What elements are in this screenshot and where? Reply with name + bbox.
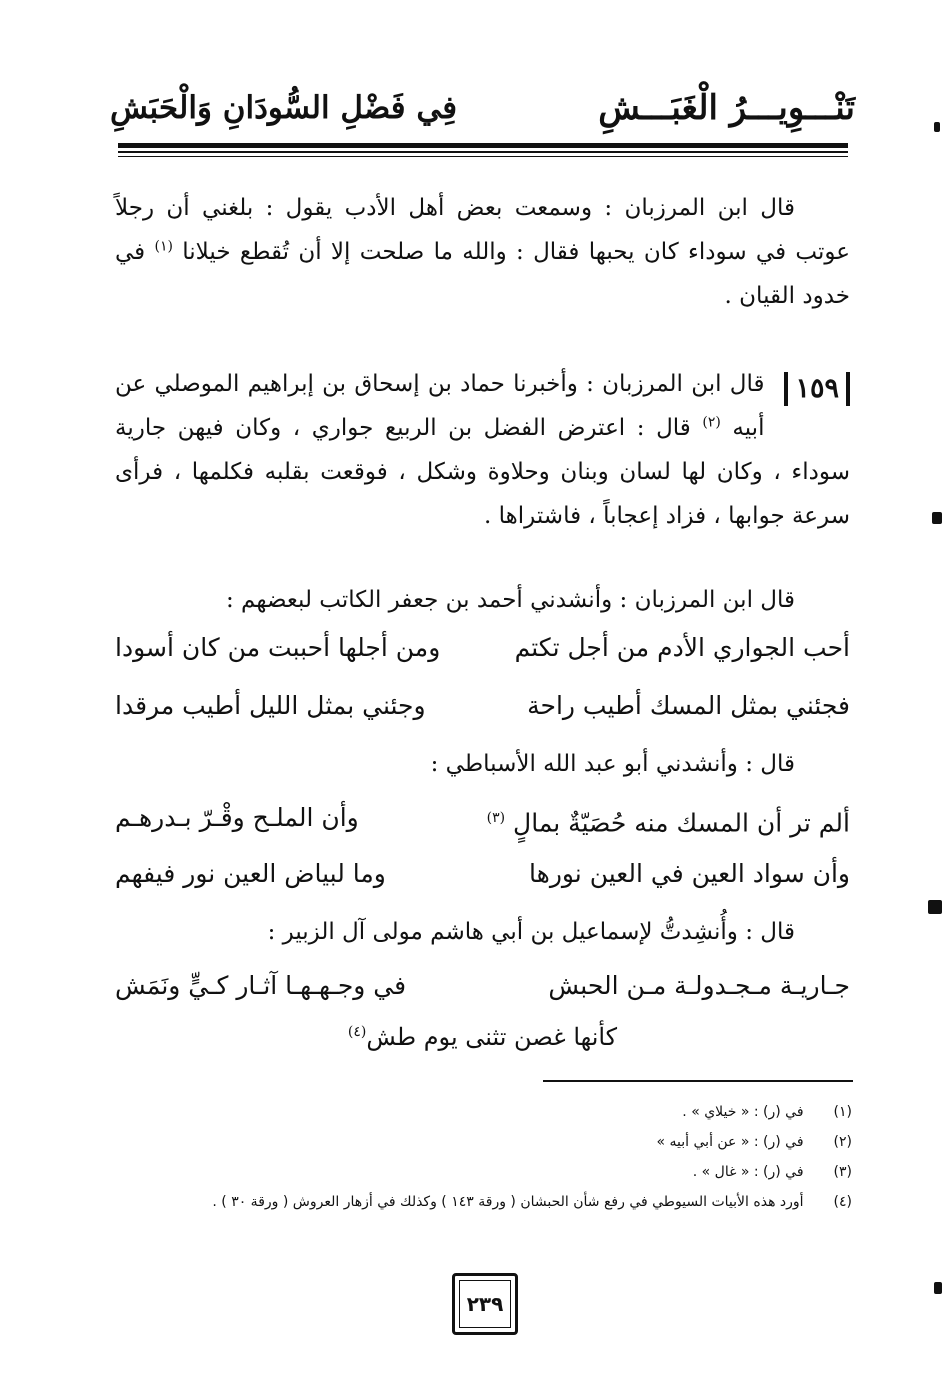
footnote-text: في (ر) : « غال » . (692, 1164, 804, 1180)
page-number: ٢٣٩ (459, 1280, 511, 1328)
book-title: تَنْـــوِيـــرُ الْغَبَـــشِ (598, 88, 855, 128)
verse-second-hemistich: في وجـهـهـا آثـار كـيٍّ ونَمَش (115, 971, 407, 1000)
paragraph-text-continued: قال : اعترض الفضل بن الربيع جواري ، وكان فيهن جارية سوداء ، وكان لها لسان وبنان وحلاوة وشكل ، فوقعت بقلبه فكلمها ، فرأى سرعة جوابها ، فزاد إعجاباً ، فاشتراها . (115, 415, 850, 529)
verse-second-hemistich: وما لبياض العين نور فيفهم (115, 859, 386, 888)
verse-second-hemistich: وأن الملـح وقْـرّ بـدرهـم (115, 803, 359, 832)
footnote-number: (٤) (833, 1194, 852, 1210)
poem-2-verse-1 (115, 796, 850, 840)
verse-first-hemistich: أحب الجواري الأدم من أجل تكتم (514, 633, 850, 662)
paragraph-text: قال ابن المرزبان : وأنشدني أحمد بن جعفر الكاتب لبعضهم : (226, 587, 795, 613)
paragraph-text: قال : وأُنشِدتُّ لإسماعيل بن أبي هاشم مولى آل الزبير : (267, 919, 795, 945)
footnote-text: أورد هذه الأبيات السيوطي في رفع شأن الحبشان ( ورقة ١٤٣ ) وكذلك في أزهار العروش ( ورقة ٣٠ ) . (212, 1194, 804, 1210)
verse-second-hemistich: ومن أجلها أحببت من كان أسودا (115, 633, 441, 662)
paragraph-number: ١٥٩ (784, 372, 850, 406)
verse-first-hemistich: جـاريـة مـجـدولـة مـن الحبش (548, 971, 850, 1000)
footnote-text: في (ر) : « عن أبي أبيه » (656, 1134, 804, 1150)
poem-1-verse-2 (115, 684, 850, 728)
footnote-number: (٢) (833, 1134, 852, 1150)
paragraph-2 (115, 362, 850, 538)
paragraph-1 (115, 186, 850, 318)
footnote-separator (543, 1080, 853, 1082)
poem-3-verse-2 (115, 1012, 850, 1057)
verse-text: كأنها غصن تثنى يوم طش (366, 1023, 618, 1051)
footnote-text: في (ر) : « خيلاي » . (682, 1104, 804, 1120)
page-number-box (452, 1273, 518, 1335)
verse-text: ألم تر أن المسك منه حُصَيّةٌ بمالٍ (513, 808, 850, 838)
paragraph-text-continued: في خدود القيان . (115, 239, 850, 309)
book-subtitle: فِي فَضْلِ السُّودَانِ وَالْحَبَشِ (110, 90, 458, 126)
paragraph-number-box (784, 368, 850, 412)
paragraph-text: قال ابن المرزبان : وسمعت بعض أهل الأدب يقول : بلغني أن رجلاً عوتب في سوداء كان يحبها فقال : والله ما صلحت إلا أن تُقطع خيلانا (115, 195, 850, 265)
poem-1-verse-1 (115, 626, 850, 670)
footnote-1 (112, 1100, 852, 1124)
running-header (110, 88, 855, 138)
footnote-3 (112, 1160, 852, 1184)
footnote-number: (١) (833, 1104, 852, 1120)
verse-first-hemistich (487, 796, 850, 845)
verse-first-hemistich: فجئني بمثل المسك أطيب راحة (527, 691, 850, 720)
footnote-4 (112, 1190, 852, 1214)
verse-first-hemistich: وأن سواد العين في العين نورها (529, 859, 850, 888)
header-rule-thin (118, 156, 848, 157)
footnote-2 (112, 1130, 852, 1154)
paragraph-text: قال ابن المرزبان : وأخبرنا حماد بن إسحاق بن إبراهيم الموصلي عن أبيه (115, 371, 765, 441)
verse-second-hemistich: وجئني بمثل الليل أطيب مرقدا (115, 691, 426, 720)
footnote-ref-2[interactable]: (٢) (702, 414, 721, 431)
paragraph-3 (115, 578, 850, 622)
paragraph-4 (115, 742, 850, 786)
footnote-ref-1[interactable]: (١) (154, 238, 173, 255)
edge-mark (928, 900, 942, 914)
header-rule-medium (118, 151, 848, 153)
paragraph-5 (115, 910, 850, 954)
edge-mark (934, 122, 940, 132)
poem-2-verse-2 (115, 852, 850, 896)
footnote-number: (٣) (833, 1164, 852, 1180)
footnote-ref-4[interactable]: (٤) (347, 1024, 367, 1040)
edge-mark (932, 512, 942, 524)
paragraph-text: قال : وأنشدني أبو عبد الله الأسباطي : (430, 751, 795, 777)
header-rule-thick (118, 143, 848, 148)
footnote-ref-3[interactable]: (٣) (486, 810, 506, 826)
edge-mark (934, 1282, 942, 1294)
poem-3-verse-1 (115, 964, 850, 1008)
